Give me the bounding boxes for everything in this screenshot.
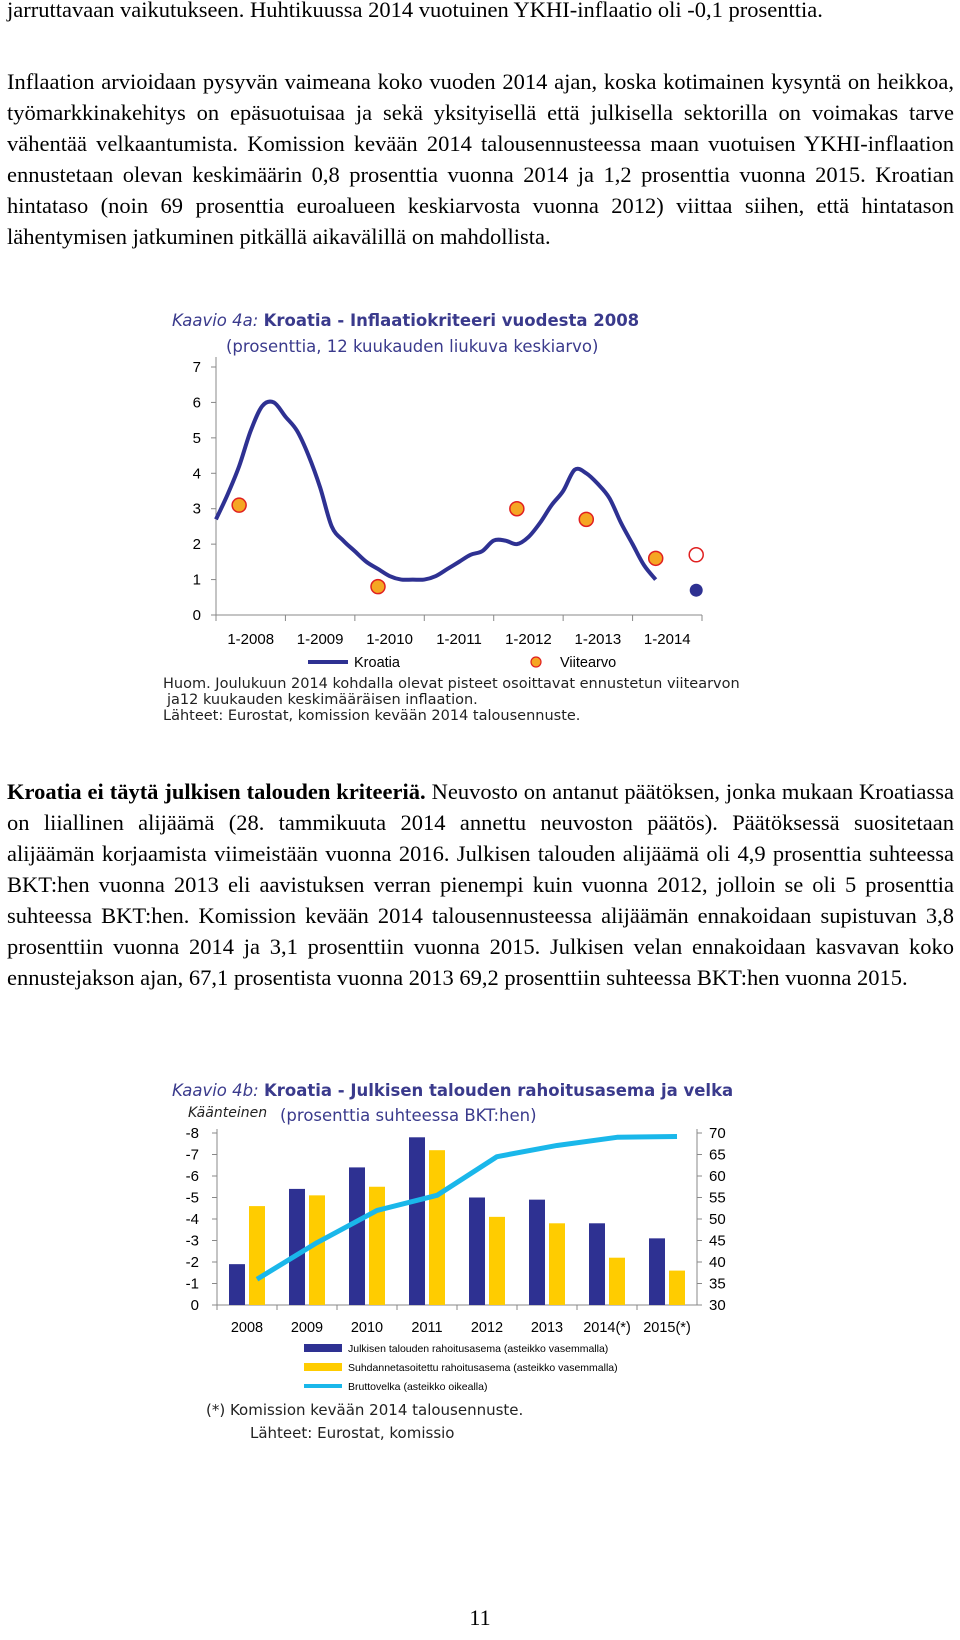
right-tick-label: 40: [709, 1254, 726, 1271]
paragraph-intro: jarruttavaan vaikutukseen. Huhtikuussa 2014 vuotuinen YKHI-inflaatio oli -0,1 prosenttia.: [7, 0, 823, 22]
x-tick-label: 2012: [470, 1320, 504, 1336]
bar-fiscal-balance: [469, 1198, 485, 1306]
left-tick-label: -6: [185, 1168, 199, 1185]
bar-structural-balance: [249, 1206, 265, 1305]
left-tick-label: -2: [185, 1254, 199, 1271]
reference-value-point: [371, 580, 385, 594]
x-tick-label: 2014(*): [583, 1320, 631, 1336]
x-tick-label: 1-2008: [227, 631, 275, 648]
figure-4a: [0, 300, 960, 760]
y-tick-label: 6: [192, 394, 201, 412]
bar-fiscal-balance: [289, 1189, 305, 1305]
bar-structural-balance: [549, 1223, 565, 1305]
reference-value-point: [689, 548, 703, 562]
legend-fiscal-balance-swatch: [304, 1344, 342, 1352]
reference-value-point: [510, 502, 524, 516]
bar-structural-balance: [309, 1195, 325, 1305]
y-tick-label: 7: [192, 359, 201, 376]
figure-4b-source: Lähteet: Eurostat, komissio: [250, 1424, 455, 1442]
x-tick-label: 1-2009: [296, 631, 344, 648]
y-tick-label: 0: [192, 607, 201, 624]
bar-fiscal-balance: [589, 1223, 605, 1305]
inflation-chart: [0, 340, 960, 720]
paragraph-fiscal: [7, 776, 954, 993]
bar-structural-balance: [669, 1271, 685, 1305]
x-tick-label: 1-2011: [436, 631, 482, 648]
legend-label-reference: Viitearvo: [560, 655, 617, 671]
x-tick-label: 1-2010: [366, 631, 413, 648]
figure-4a-title: Kroatia - Inflaatiokriteeri vuodesta 2008: [263, 311, 640, 330]
bar-fiscal-balance: [409, 1137, 425, 1305]
reference-value-point: [649, 551, 663, 565]
right-tick-label: 35: [709, 1275, 726, 1293]
figure-4b-left-axis-note: Käänteinen: [188, 1105, 268, 1121]
figure-4a-label: Kaavio 4a:: [172, 311, 259, 330]
x-tick-label: 2013: [530, 1320, 564, 1336]
left-tick-label: -8: [185, 1125, 199, 1142]
right-tick-label: 50: [709, 1211, 726, 1228]
left-tick-label: -4: [185, 1211, 199, 1228]
right-tick-label: 30: [709, 1297, 726, 1314]
left-tick-label: -5: [185, 1189, 199, 1207]
paragraph-fiscal-body: Neuvosto on antanut päätöksen, jonka mukaan Kroatiassa on liiallinen alijäämä (28. tammikuuta 2014 annettu neuvoston päätös). Päätöksessä suositetaan alijäämän korjaamista viimeistään vuonna 2016. Julkisen talouden alijäämä oli 4,9 prosenttia suhteessa BKT:hen vuonna 2013 eli aavistuksen verran pienempi kuin vuonna 2012, jolloin se oli 5 prosenttia suhteessa BKT:hen. Komission kevään 2014 talousennusteessa alijäämän ennakoidaan supistuvan 3,8 prosenttiin vuonna 2014 ja 3,1 prosenttiin vuonna 2015. Julkisen velan ennakoidaan kasvavan koko ennustejakson ajan, 67,1 prosentista vuonna 2013 69,2 prosenttiin suhteessa BKT:hen vuonna 2015.: [7, 779, 954, 990]
reference-value-point: [579, 512, 593, 526]
legend-structural-balance-swatch: [304, 1363, 342, 1371]
reference-value-point: [232, 498, 246, 512]
x-tick-label: 1-2013: [574, 631, 622, 648]
legend-label-kroatia: Kroatia: [354, 655, 400, 671]
x-tick-label: 2009: [290, 1320, 324, 1336]
bar-fiscal-balance: [529, 1200, 545, 1305]
y-tick-label: 3: [192, 500, 201, 518]
figure-4a-caption: [172, 311, 639, 330]
figure-4a-note-1: Huom. Joulukuun 2014 kohdalla olevat pisteet osoittavat ennustetun viitearvon: [163, 676, 740, 692]
left-tick-label: 0: [190, 1297, 199, 1314]
x-tick-label: 2011: [411, 1320, 443, 1336]
bar-structural-balance: [609, 1258, 625, 1305]
figure-4b-label: Kaavio 4b:: [172, 1081, 259, 1100]
x-tick-label: 1-2012: [505, 631, 552, 648]
legend-fiscal-balance-label: Julkisen talouden rahoitusasema (asteikko vasemmalla): [348, 1343, 609, 1355]
right-tick-label: 70: [709, 1125, 726, 1142]
right-tick-label: 65: [709, 1146, 726, 1164]
right-tick-label: 55: [709, 1189, 726, 1207]
figure-4a-note-2: ja12 kuukauden keskimääräisen inflaation.: [167, 692, 478, 708]
bar-fiscal-balance: [229, 1264, 245, 1305]
forecast-inflation-point: [690, 584, 703, 597]
x-tick-label: 2010: [350, 1320, 384, 1336]
bar-fiscal-balance: [649, 1238, 665, 1305]
bar-structural-balance: [489, 1217, 505, 1305]
left-tick-label: -3: [185, 1232, 199, 1250]
figure-4b-caption: [172, 1081, 733, 1100]
y-tick-label: 1: [192, 571, 201, 589]
x-tick-label: 1-2014: [643, 631, 691, 648]
figure-4a-source: Lähteet: Eurostat, komission kevään 2014 talousennuste.: [163, 708, 581, 724]
left-tick-label: -7: [185, 1146, 199, 1164]
y-tick-label: 4: [192, 465, 201, 483]
paragraph-inflation: Inflaation arvioidaan pysyvän vaimeana koko vuoden 2014 ajan, koska kotimainen kysyntä on heikkoa, työmarkkinakehitys on epäsuotuisaa ja sekä yksityisellä että julkisella sektorilla on voimakas tarve vähentää velkaantumista. Komission kevään 2014 talousennusteessa maan vuotuisen YKHI-inflaation ennustetaan olevan keskimäärin 0,8 prosenttia vuonna 2014 ja 1,2 prosenttia vuonna 2015. Kroatian hintataso (noin 69 prosenttia euroalueen keskiarvosta vuonna 2012) viittaa siihen, että hintatason lähentymisen jatkuminen pitkällä aikavälillä on mahdollista.: [7, 69, 954, 249]
x-tick-label: 2008: [230, 1320, 264, 1336]
bar-fiscal-balance: [349, 1167, 365, 1305]
y-tick-label: 2: [192, 536, 201, 554]
bar-structural-balance: [369, 1187, 385, 1305]
paragraph-fiscal-lead: Kroatia ei täytä julkisen talouden kriteeriä.: [7, 779, 426, 804]
legend-structural-balance-label: Suhdannetasoitettu rahoitusasema (asteikko vasemmalla): [348, 1362, 618, 1374]
bar-structural-balance: [429, 1150, 445, 1305]
figure-4b-footnote: (*) Komission kevään 2014 talousennuste.: [206, 1401, 524, 1419]
right-tick-label: 60: [709, 1168, 726, 1185]
figure-4a-subtitle: (prosenttia, 12 kuukauden liukuva keskiarvo): [226, 337, 599, 356]
y-tick-label: 5: [192, 429, 201, 447]
figure-4b-title: Kroatia - Julkisen talouden rahoitusasema ja velka: [263, 1081, 734, 1100]
x-tick-label: 2015(*): [643, 1320, 691, 1336]
legend-marker-reference: [531, 657, 541, 667]
figure-4b-subtitle: (prosenttia suhteessa BKT:hen): [280, 1106, 537, 1125]
page-number: 11: [469, 1605, 491, 1630]
figure-4b: [0, 1075, 960, 1475]
legend-gross-debt-label: Bruttovelka (asteikko oikealla): [348, 1381, 488, 1393]
right-tick-label: 45: [709, 1232, 726, 1250]
left-tick-label: -1: [185, 1275, 199, 1293]
series-line-kroatia: [216, 402, 656, 580]
